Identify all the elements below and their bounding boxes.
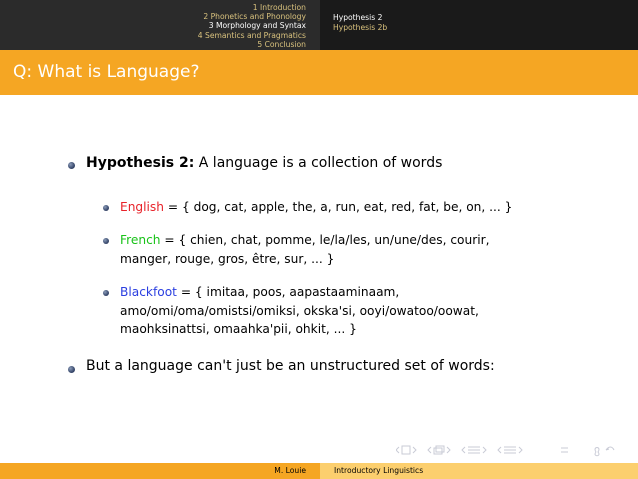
slide-prev-icon[interactable] — [396, 447, 399, 453]
search-icon[interactable] — [595, 447, 614, 456]
english-label: English — [120, 200, 165, 214]
footer-author-bar — [0, 463, 320, 479]
slide-next-icon[interactable] — [413, 447, 416, 453]
section-navigation — [0, 0, 320, 50]
bullet-icon — [68, 162, 75, 169]
nav-section-morphology[interactable]: 3 Morphology and Syntax — [208, 21, 306, 31]
section-icon — [504, 447, 516, 453]
header-navigation — [0, 0, 638, 50]
bullet-icon — [68, 366, 75, 373]
french-words-line-1: = { chien, chat, pomme, le/la/les, un/une/des, courir, — [160, 233, 490, 247]
nav-subsection-hypothesis-2b[interactable]: Hypothesis 2b — [333, 22, 388, 32]
footer-title-bar — [320, 463, 638, 479]
bullet-icon — [103, 205, 109, 211]
nav-section-conclusion[interactable]: 5 Conclusion — [257, 39, 306, 49]
bullet-icon — [103, 290, 109, 296]
frame-prev-icon[interactable] — [428, 447, 431, 453]
section-next-icon[interactable] — [519, 447, 522, 453]
english-item — [120, 198, 512, 217]
subsection-icon — [468, 447, 480, 453]
hypothesis-label: Hypothesis 2: — [86, 155, 195, 171]
french-words-line-2: manger, rouge, gros, être, sur, ... } — [120, 251, 335, 266]
nav-subsection-hypothesis-2[interactable]: Hypothesis 2 — [333, 13, 383, 22]
blackfoot-label: Blackfoot — [120, 285, 177, 299]
hypothesis-text: A language is a collection of words — [194, 155, 443, 171]
footer-author: M. Louie — [274, 466, 306, 475]
french-label: French — [120, 233, 161, 247]
hypothesis-item — [86, 155, 442, 171]
section-prev-icon[interactable] — [498, 447, 501, 453]
slide-icon — [402, 446, 410, 454]
section-list — [198, 3, 306, 49]
frame-icon — [434, 446, 444, 454]
english-words: = { dog, cat, apple, the, a, run, eat, red, fat, be, on, ... } — [164, 200, 513, 214]
nav-section-phonetics[interactable]: 2 Phonetics and Phonology — [203, 12, 306, 22]
subsection-list — [333, 13, 387, 32]
french-item — [120, 231, 490, 268]
frame-next-icon[interactable] — [447, 447, 450, 453]
frame-title: Q: What is Language? — [13, 62, 200, 82]
footer-title: Introductory Linguistics — [334, 466, 424, 475]
appendix-icon[interactable] — [561, 448, 568, 452]
bullet-icon — [103, 238, 109, 244]
subsection-prev-icon[interactable] — [462, 447, 465, 453]
blackfoot-words-line-1: = { imitaa, poos, aapastaaminaam, — [176, 285, 400, 299]
unstructured-item: But a language can't just be an unstructured set of words: — [86, 358, 495, 374]
blackfoot-item — [120, 283, 479, 339]
subsection-next-icon[interactable] — [483, 447, 486, 453]
nav-section-semantics[interactable]: 4 Semantics and Pragmatics — [197, 30, 306, 40]
frame-title-bar — [0, 50, 638, 95]
blackfoot-words-line-2: amo/omi/oma/omistsi/omiksi, okska'si, ooyi/owatoo/oowat, — [120, 303, 479, 318]
nav-section-introduction[interactable]: 1 Introduction — [252, 3, 306, 12]
blackfoot-words-line-3: maohksinattsi, omaahka'pii, ohkit, ... } — [120, 322, 357, 336]
navigation-symbols — [396, 443, 626, 457]
